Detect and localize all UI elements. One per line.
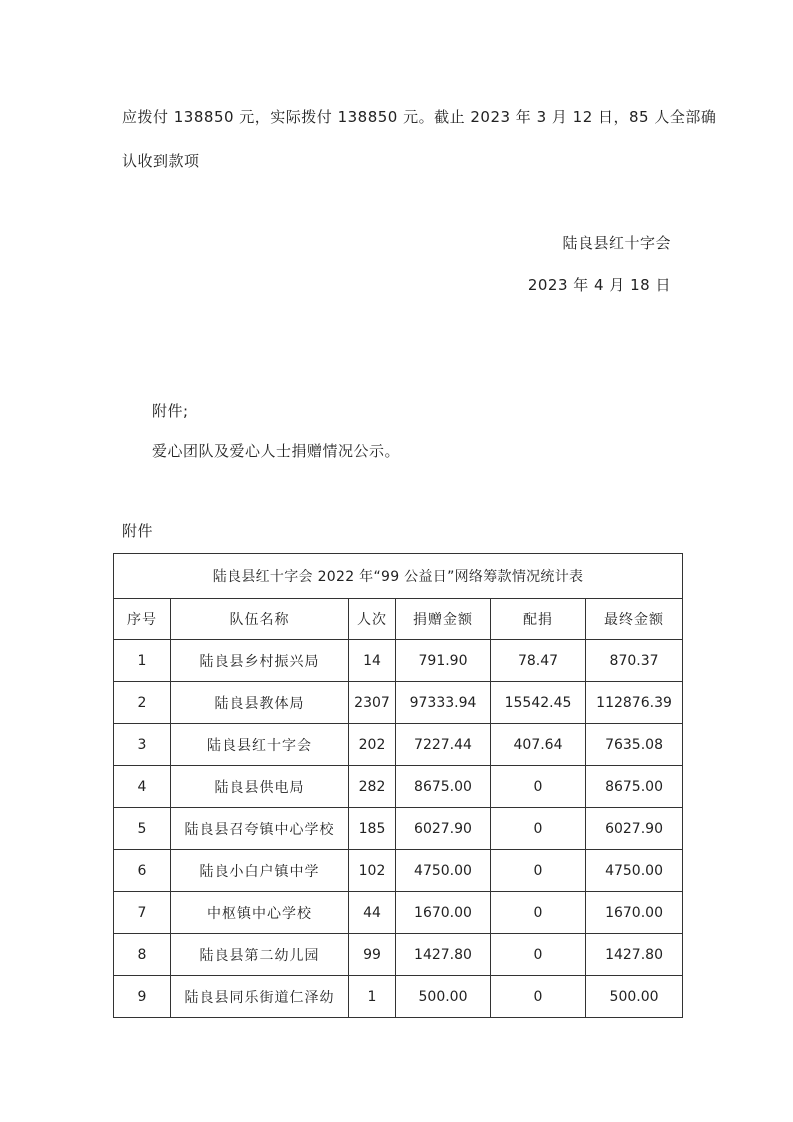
- cell-team-name: 陆良县乡村振兴局: [171, 640, 349, 682]
- table-row: [114, 808, 683, 850]
- cell-matching: 0: [491, 976, 586, 1018]
- cell-team-name: 陆良县召夸镇中心学校: [171, 808, 349, 850]
- cell-donation-amount: 8675.00: [396, 766, 491, 808]
- table-row: [114, 892, 683, 934]
- cell-participants: 2307: [349, 682, 396, 724]
- cell-participants: 99: [349, 934, 396, 976]
- cell-participants: 1: [349, 976, 396, 1018]
- cell-participants: 202: [349, 724, 396, 766]
- cell-matching: 407.64: [491, 724, 586, 766]
- table-title-row: [114, 554, 683, 599]
- cell-team-name: 陆良小白户镇中学: [171, 850, 349, 892]
- cell-final-amount: 500.00: [586, 976, 683, 1018]
- attachment-heading: 附件: [122, 522, 154, 540]
- cell-index: 8: [114, 934, 171, 976]
- cell-team-name: 陆良县红十字会: [171, 724, 349, 766]
- cell-donation-amount: 7227.44: [396, 724, 491, 766]
- cell-matching: 0: [491, 934, 586, 976]
- cell-index: 3: [114, 724, 171, 766]
- cell-team-name: 陆良县同乐街道仁泽幼: [171, 976, 349, 1018]
- cell-donation-amount: 97333.94: [396, 682, 491, 724]
- header-index: 序号: [114, 599, 171, 640]
- cell-donation-amount: 500.00: [396, 976, 491, 1018]
- cell-index: 2: [114, 682, 171, 724]
- cell-final-amount: 870.37: [586, 640, 683, 682]
- cell-matching: 0: [491, 892, 586, 934]
- cell-participants: 185: [349, 808, 396, 850]
- cell-matching: 15542.45: [491, 682, 586, 724]
- table-body: [114, 640, 683, 1018]
- cell-final-amount: 1427.80: [586, 934, 683, 976]
- attachment-description: 爱心团队及爱心人士捐赠情况公示。: [152, 442, 401, 460]
- cell-final-amount: 112876.39: [586, 682, 683, 724]
- cell-matching: 0: [491, 850, 586, 892]
- cell-team-name: 陆良县教体局: [171, 682, 349, 724]
- cell-index: 6: [114, 850, 171, 892]
- table-row: [114, 724, 683, 766]
- cell-index: 4: [114, 766, 171, 808]
- cell-participants: 14: [349, 640, 396, 682]
- cell-final-amount: 8675.00: [586, 766, 683, 808]
- table-row: [114, 850, 683, 892]
- cell-final-amount: 7635.08: [586, 724, 683, 766]
- cell-matching: 78.47: [491, 640, 586, 682]
- cell-final-amount: 1670.00: [586, 892, 683, 934]
- cell-index: 7: [114, 892, 171, 934]
- paragraph-line-2: 认收到款项: [122, 152, 200, 170]
- cell-donation-amount: 791.90: [396, 640, 491, 682]
- table-row: [114, 682, 683, 724]
- table-row: [114, 766, 683, 808]
- cell-index: 1: [114, 640, 171, 682]
- table-row: [114, 640, 683, 682]
- table-title: 陆良县红十字会 2022 年“99 公益日”网络筹款情况统计表: [114, 554, 683, 599]
- cell-index: 9: [114, 976, 171, 1018]
- fundraising-statistics-table: [113, 553, 683, 1018]
- cell-matching: 0: [491, 808, 586, 850]
- cell-participants: 282: [349, 766, 396, 808]
- table-header-row: [114, 599, 683, 640]
- header-team-name: 队伍名称: [171, 599, 349, 640]
- cell-donation-amount: 4750.00: [396, 850, 491, 892]
- cell-index: 5: [114, 808, 171, 850]
- cell-matching: 0: [491, 766, 586, 808]
- cell-team-name: 陆良县供电局: [171, 766, 349, 808]
- table-row: [114, 934, 683, 976]
- cell-final-amount: 4750.00: [586, 850, 683, 892]
- header-matching: 配捐: [491, 599, 586, 640]
- attachment-label: 附件;: [152, 402, 189, 420]
- header-final-amount: 最终金额: [586, 599, 683, 640]
- signature-organization: 陆良县红十字会: [562, 234, 671, 252]
- cell-team-name: 中枢镇中心学校: [171, 892, 349, 934]
- table-row: [114, 976, 683, 1018]
- paragraph-line-1: 应拨付 138850 元，实际拨付 138850 元。截止 2023 年 3 月 12 日，85 人全部确: [122, 108, 717, 126]
- signature-date: 2023 年 4 月 18 日: [527, 276, 671, 294]
- cell-donation-amount: 1427.80: [396, 934, 491, 976]
- header-donation-amount: 捐赠金额: [396, 599, 491, 640]
- cell-donation-amount: 1670.00: [396, 892, 491, 934]
- cell-final-amount: 6027.90: [586, 808, 683, 850]
- cell-participants: 44: [349, 892, 396, 934]
- cell-participants: 102: [349, 850, 396, 892]
- cell-donation-amount: 6027.90: [396, 808, 491, 850]
- header-participants: 人次: [349, 599, 396, 640]
- cell-team-name: 陆良县第二幼儿园: [171, 934, 349, 976]
